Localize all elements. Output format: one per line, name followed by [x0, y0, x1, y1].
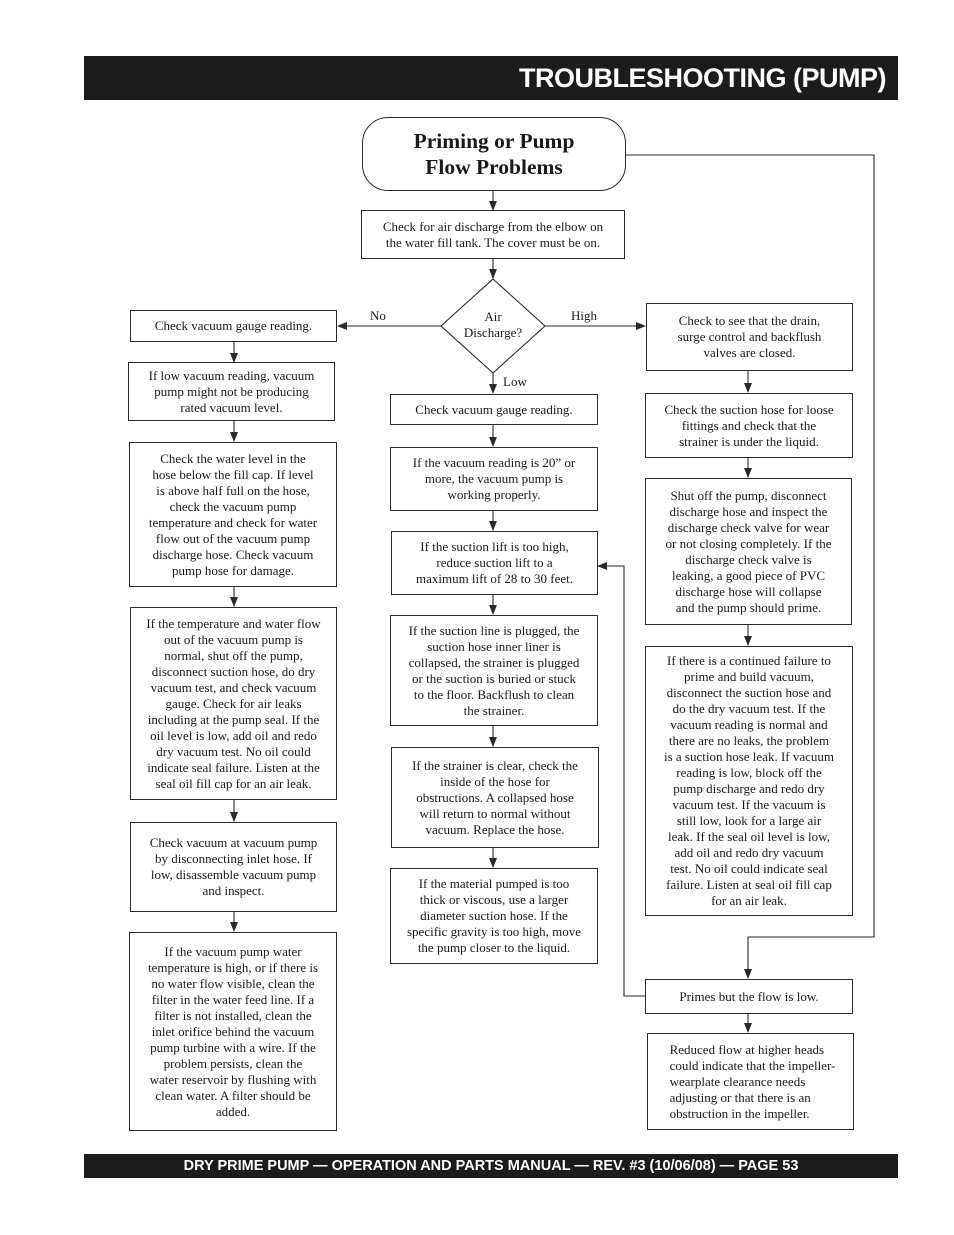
page-footer — [84, 1154, 898, 1178]
left-step-6: If the vacuum pump water temperature is high, or if there is no water flow visible, clean the filter in the water feed line. If a filter is not installed, clean the inlet orifice behind the vacuum pump turbine with a wire. If the problem persists, clean the water reservoir by flushing with clean water. A filter should be added. — [129, 932, 337, 1131]
middle-step-1: Check vacuum gauge reading. — [390, 394, 598, 425]
page-title: TROUBLESHOOTING (PUMP) — [519, 63, 886, 93]
middle-step-4: If the suction line is plugged, the suction hose inner liner is collapsed, the strainer is plugged or the suction is buried or stuck to the floor. Backflush to clean the strainer. — [390, 615, 598, 726]
left-step-4: If the temperature and water flow out of the vacuum pump is normal, shut off the pump, disconnect suction hose, do dry vacuum test, and check vacuum gauge. Check for air leaks including at the pump seal. If the oil level is low, add oil and redo dry vacuum test. No oil could indicate seal failure. Listen at the seal oil fill cap for an air leak. — [130, 607, 337, 800]
middle-step-5: If the strainer is clear, check the inside of the hose for obstructions. A collapsed hose will return to normal without vacuum. Replace the hose. — [391, 747, 599, 848]
middle-step-3: If the suction lift is too high, reduce suction lift to a maximum lift of 28 to 30 feet. — [391, 531, 598, 595]
footer-text: DRY PRIME PUMP — OPERATION AND PARTS MANUAL — REV. #3 (10/06/08) — PAGE 53 — [183, 1158, 799, 1174]
process-box-air-discharge-check: Check for air discharge from the elbow on the water fill tank. The cover must be on. — [361, 210, 625, 259]
branch-label-low: Low — [503, 374, 527, 389]
middle-step-6: If the material pumped is too thick or viscous, use a larger diameter suction hose. If the specific gravity is too high, move the pump closer to the liquid. — [390, 868, 598, 964]
left-step-2: If low vacuum reading, vacuum pump might not be producing rated vacuum level. — [128, 362, 335, 421]
branch-label-high: High — [571, 308, 597, 323]
right-step-1: Check to see that the drain, surge control and backflush valves are closed. — [646, 303, 853, 371]
right-step-5: Primes but the flow is low. — [645, 979, 853, 1014]
start-terminal — [362, 117, 626, 191]
left-step-3: Check the water level in the hose below the fill cap. If level is above half full on the hose, check the vacuum pump temperature and check for water flow out of the vacuum pump discharge hose. Check vacuum pump hose for damage. — [129, 442, 337, 587]
right-step-6: Reduced flow at higher heads could indicate that the impeller- wearplate clearance needs adjusting or that there is an obstruction in the impeller. — [647, 1033, 854, 1130]
right-step-3: Shut off the pump, disconnect discharge hose and inspect the discharge check valve for wear or not closing completely. If the discharge check valve is leaking, a good piece of PVC discharge hose will collapse and the pump should prime. — [645, 478, 852, 625]
right-step-4: If there is a continued failure to prime and build vacuum, disconnect the suction hose and do the dry vacuum test. If the vacuum reading is normal and there are no leaks, the problem is a suction hose leak. If vacuum reading is low, block off the pump discharge and redo dry vacuum test. If the vacuum is still low, look for a large air leak. If the seal oil level is low, add oil and redo dry vacuum test. No oil could indicate seal failure. Listen at seal oil fill cap for an air leak. — [645, 646, 853, 916]
left-step-5: Check vacuum at vacuum pump by disconnecting inlet hose. If low, disassemble vacuum pump and inspect. — [130, 822, 337, 912]
middle-step-2: If the vacuum reading is 20” or more, the vacuum pump is working properly. — [390, 447, 598, 511]
start-label: Priming or Pump Flow Problems — [413, 129, 575, 179]
decision-label: Air Discharge? — [463, 309, 523, 340]
right-step-2: Check the suction hose for loose fittings and check that the strainer is under the liquid. — [645, 393, 853, 458]
connector-primes-to-suction-lift — [598, 566, 645, 996]
branch-label-no: No — [370, 308, 386, 323]
left-step-1: Check vacuum gauge reading. — [130, 310, 337, 342]
